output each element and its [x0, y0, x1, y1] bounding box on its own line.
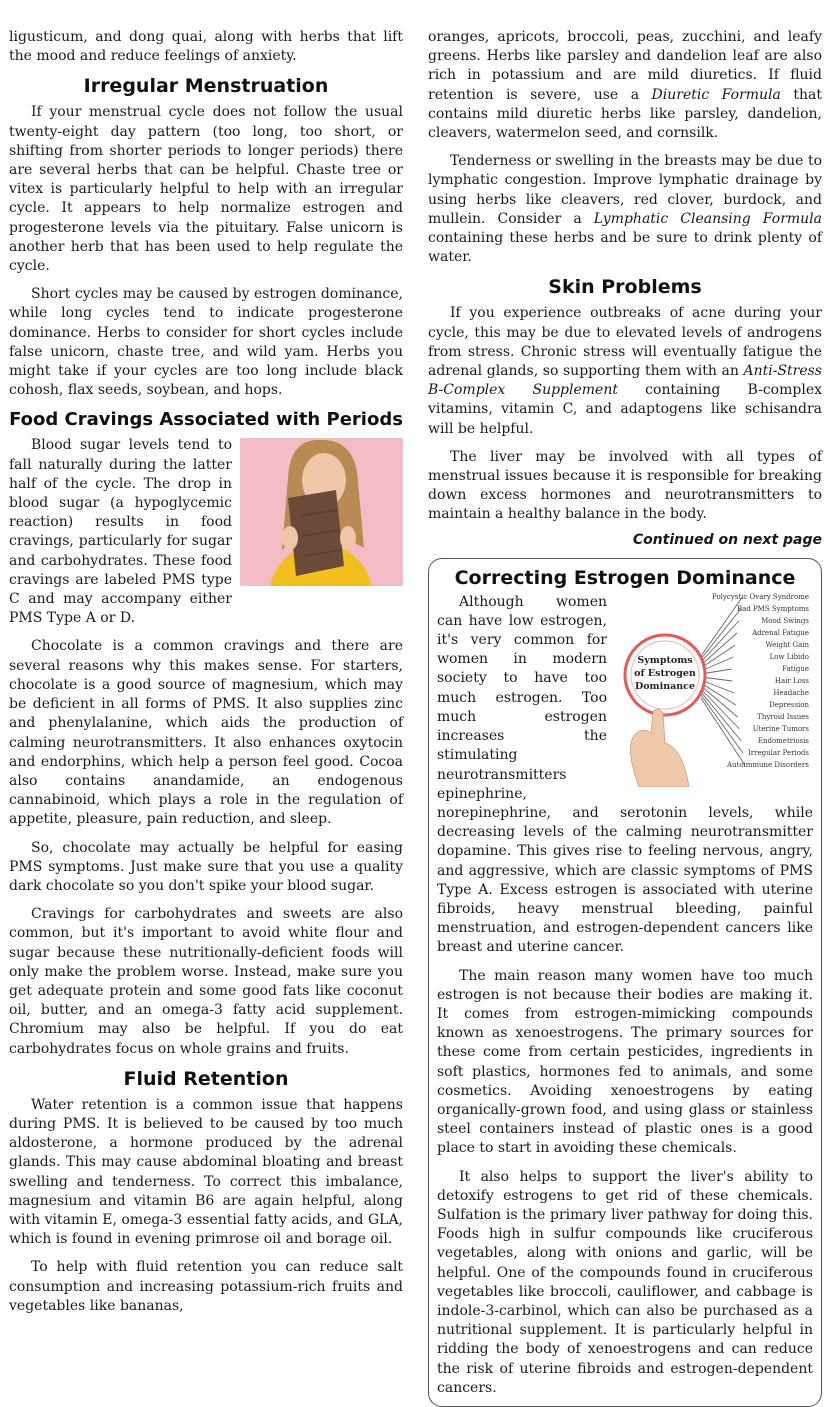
symptom-label: Mood Swings: [761, 616, 809, 625]
symptom-label: Weight Gain: [765, 640, 809, 649]
lymph-text-a: Tenderness or swelling in the breasts may be due to lymphatic congestion. Improve lymphatic drainage by using herbs like cleavers, red clover, burdock, and mullein. Consider a: [428, 153, 822, 227]
symptom-label: Adrenal Fatigue: [752, 628, 809, 637]
lymph-text-b: containing these herbs and be sure to drink plenty of water.: [428, 230, 822, 266]
fluid-cont-text-a: oranges, apricots, broccoli, peas, zucchini, and leafy greens. Herbs like parsley and dandelion leaf are also rich in potassium and are mild diuretics. If fluid retention is severe, use a: [428, 29, 822, 103]
center-label-line-2: of Estrogen: [634, 667, 696, 679]
skin-text-a: If you experience outbreaks of acne during your cycle, this may be due to elevated levels of androgens from stress. Chronic stress will eventually fatigue the adrenal glands, so supporting them with an: [428, 305, 822, 380]
symptom-label: Autoimmune Disorders: [726, 760, 809, 769]
fluid-paragraph-1: Water retention is a common issue that happens during PMS. It is believed to be caused by too much aldosterone, a hormone produced by the adrenal glands. This may cause abdominal bloating and breast swelling and tenderness. To correct this imbalance, magnesium and vitamin B6 are again helpful, along with vitamin E, omega-3 essential fatty acids, and GLA, which is found in evening primrose oil and borage oil.: [9, 1096, 403, 1248]
symptom-label: Depression: [769, 700, 809, 709]
skin-text-b: containing B-complex vitamins, vitamin C, and adaptogens like schisandra will be helpful.: [428, 382, 823, 437]
symptom-label: Uterine Tumors: [752, 724, 809, 733]
fluid-continuation: [428, 28, 822, 143]
symptom-connector: [701, 621, 739, 662]
symptom-label: Bad PMS Symptoms: [736, 604, 809, 613]
heading-irregular-menstruation: Irregular Menstruation: [83, 75, 329, 98]
symptom-connector: [701, 692, 741, 741]
symptom-connector: [701, 686, 738, 717]
irregular-paragraph-2: Short cycles may be caused by estrogen dominance, while long cycles tend to indicate progesterone dominance. Herbs to consider for short cycles include false unicorn, chaste tree, and wild yam. Herbs you might take if your cycles are too long include black cohosh, flax seeds, soybean, and hops.: [9, 286, 403, 399]
continued-notice: Continued on next page: [632, 531, 822, 548]
cravings-paragraph-3: So, chocolate may actually be helpful for easing PMS symptoms. Just make sure that you use a quality dark chocolate so you don't spike your blood sugar.: [9, 839, 403, 894]
symptoms-diagram-svg: [613, 593, 813, 787]
intro-continuation: ligusticum, and dong quai, along with herbs that lift the mood and reduce feelings of anxiety.: [9, 29, 403, 65]
woman-chocolate-photo: [240, 438, 403, 586]
skin-paragraph-2: The liver may be involved with all types of menstrual issues because it is responsible for breaking down excess hormones and neurotransmitters to maintain a healthy balance in the body.: [428, 448, 822, 523]
symptom-label: Fatigue: [782, 664, 809, 673]
estrogen-paragraph-2: The main reason many women have too much estrogen is not because their bodies are making it. It comes from estrogen-mimicking compounds known as xenoestrogens. The primary sources for these come from certain pesticides, ingredients in soft plastics, hormones fed to animals, and some cosmetics. Avoiding xenoestrogens by eating organically-grown food, and using glass or stainless steel containers instead of plastic ones is a good place to start in avoiding these chemicals.: [437, 967, 813, 1157]
estrogen-symptoms-diagram: [613, 593, 813, 787]
heading-skin-problems: Skin Problems: [548, 276, 702, 299]
right-column: [428, 28, 822, 1407]
symptom-label: Thyroid Issues: [757, 712, 809, 721]
cravings-paragraph-4: Cravings for carbohydrates and sweets are also common, but it's important to avoid white flour and sugar because these nutritionally-deficient foods will only make the problem worse. Instead, make sure you get adequate protein and some good fats like coconut oil, butter, and an omega-3 fatty acid supplement. Chromium may also be helpful. If you do eat carbohydrates focus on whole grains and fruits.: [9, 906, 403, 1057]
anti-stress-product: Anti-Stress B-Complex Supplement: [428, 363, 822, 399]
woman-chocolate-illustration: [240, 438, 403, 586]
symptom-label: Hair Loss: [774, 676, 809, 685]
center-label-line-3: Dominance: [634, 680, 696, 692]
symptom-label: Endometriosis: [757, 736, 809, 745]
symptom-connector: [701, 609, 741, 659]
cravings-paragraph-2: Chocolate is a common cravings and there are several reasons why this makes sense. For starters, chocolate is a good source of magnesium, which may be deficient in all forms of PMS. It also supplies zinc and phenylalanine, which aids the production of calming neurotransmitters. It also enhances oxytocin and endorphins, which help a person feel good. Cocoa also contains anandamide, an endogenous cannabinoid, which plays a role in the regulation of appetite, pleasure, pain reduction, and sleep.: [9, 638, 403, 828]
estrogen-paragraph-3: It also helps to support the liver's ability to detoxify estrogens to get rid of these chemicals. Sulfation is the primary liver pathway for doing this. Foods high in sulfur compounds like cruciferous vegetables, along with onions and garlic, will be helpful. One of the compounds found in cruciferous vegetables like broccoli, cauliflower, and cabbage is indole-3-carbinol, which can also be purchased as a nutritional supplement. It is particularly helpful in ridding the body of xenoestrogens and can reduce the risk of uterine fibroids and estrogen-dependent cancers.: [437, 1168, 813, 1396]
fluid-paragraph-2: To help with fluid retention you can reduce salt consumption and increasing potassium-rich fruits and vegetables like bananas,: [9, 1259, 403, 1314]
lymphatic-formula-product: Lymphatic Cleansing Formula: [593, 210, 822, 227]
pointing-hand: [630, 709, 689, 787]
cravings-paragraph-1: Blood sugar levels tend to fall naturally during the latter half of the cycle. The drop in blood sugar (a hypoglycemic reaction) results in food cravings, particularly for sugar and carbohydrates. These food cravings are labeled PMS type C and may accompany either PMS Type A or D.: [9, 437, 232, 627]
estrogen-paragraph-1: Although women can have low estrogen, it's very common for women in modern society to have too much estrogen. Too much estrogen increases the stimulating neurotransmitters epinephrine, norepinephrine, and serotonin levels, while decreasing levels of the calming neurotransmitter dopamine. This gives rise to feeling nervous, angry, and aggressive, which are classic symptoms of PMS Type A. Excess estrogen is associated with uterine fibroids, heavy menstrual bleeding, painful menstruation, and estrogen-dependent cancers like breast and uterine cancer.: [437, 593, 813, 956]
symptom-label: Irregular Periods: [748, 748, 809, 757]
skin-paragraph-1: [428, 304, 822, 438]
center-label-line-1: Symptoms: [637, 654, 693, 666]
estrogen-dominance-sidebar: [428, 558, 822, 1407]
lymphatic-paragraph: [428, 152, 822, 267]
fluid-cont-text-b: that contains mild diuretic herbs like parsley, dandelion, cleavers, watermelon seed, and cornsilk.: [428, 86, 822, 142]
symptom-label: Headache: [773, 688, 809, 697]
heading-fluid-retention: Fluid Retention: [123, 1067, 289, 1090]
symptom-label: Low Libido: [769, 652, 809, 661]
irregular-paragraph-1: If your menstrual cycle does not follow the usual twenty-eight day pattern (too long, too short, or shifting from shorter periods to longer periods) there are several herbs that can be helpful. Chaste tree or vitex is particularly helpful to help with an irregular cycle. It appears to help normalize estrogen and progesterone levels via the pituitary. False unicorn is another herb that has been used to help regulate the cycle.: [9, 104, 403, 275]
heading-estrogen-dominance: Correcting Estrogen Dominance: [454, 566, 796, 589]
symptom-label: Polycystic Ovary Syndrome: [712, 592, 809, 601]
heading-food-cravings: Food Cravings Associated with Periods: [9, 409, 403, 431]
symptom-connector: [701, 698, 745, 765]
left-column: [9, 28, 403, 1325]
diuretic-formula-product: Diuretic Formula: [651, 86, 781, 103]
